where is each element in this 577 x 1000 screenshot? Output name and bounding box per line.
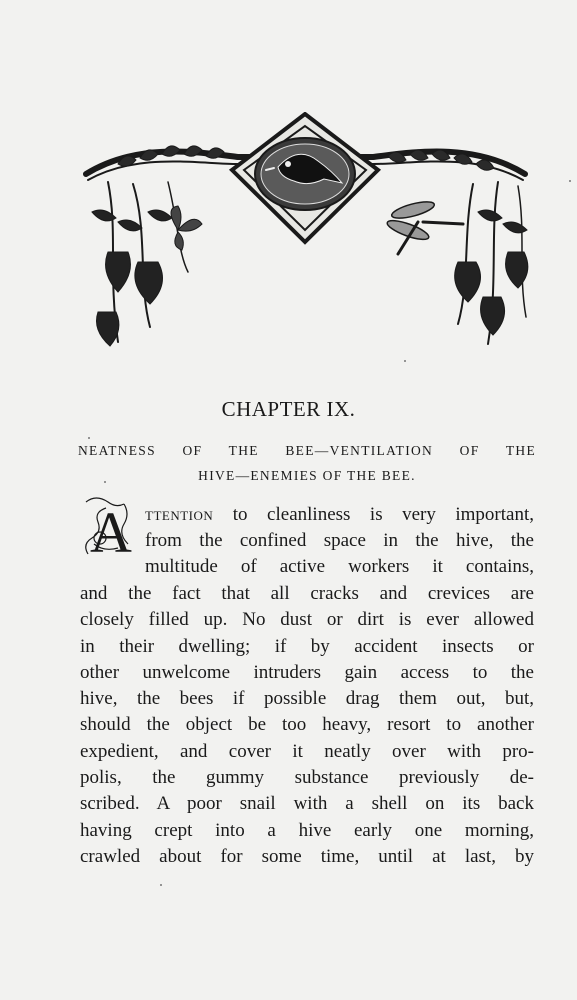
chapter-subtitle-line-2: HIVE—ENEMIES OF THE BEE.: [198, 468, 416, 483]
body-line: should the object be too heavy, resort to another: [80, 714, 534, 735]
body-line: closely filled up. No dust or dirt is ever allowed: [80, 609, 534, 630]
body-line: in their dwelling; if by accident insects or: [80, 636, 534, 657]
svg-text:A: A: [90, 500, 132, 562]
body-line: polis, the gummy substance previously de-: [80, 767, 534, 788]
body-line: scribed. A poor snail with a shell on its back: [80, 793, 534, 814]
floral-headpiece-icon: [78, 112, 533, 357]
body-line: crawled about for some time, until at last, by: [80, 846, 534, 867]
chapter-title: CHAPTER IX.: [221, 397, 356, 421]
body-line: and the fact that all cracks and crevices are: [80, 583, 534, 604]
body-line: from the confined space in the hive, the: [145, 530, 534, 551]
body-line: ttention to cleanliness is very important,: [145, 504, 534, 525]
body-line: other unwelcome intruders gain access to the: [80, 662, 534, 683]
body-line: multitude of active workers it contains,: [145, 556, 534, 577]
body-line: hive, the bees if possible drag them out, but,: [80, 688, 534, 709]
body-line: expedient, and cover it neatly over with pro-: [80, 741, 534, 762]
drop-cap-letter: [80, 494, 142, 562]
chapter-subtitle-line-1: NEATNESS OF THE BEE—VENTILATION OF THE: [78, 443, 536, 458]
body-line: having crept into a hive early one morning,: [80, 820, 534, 841]
